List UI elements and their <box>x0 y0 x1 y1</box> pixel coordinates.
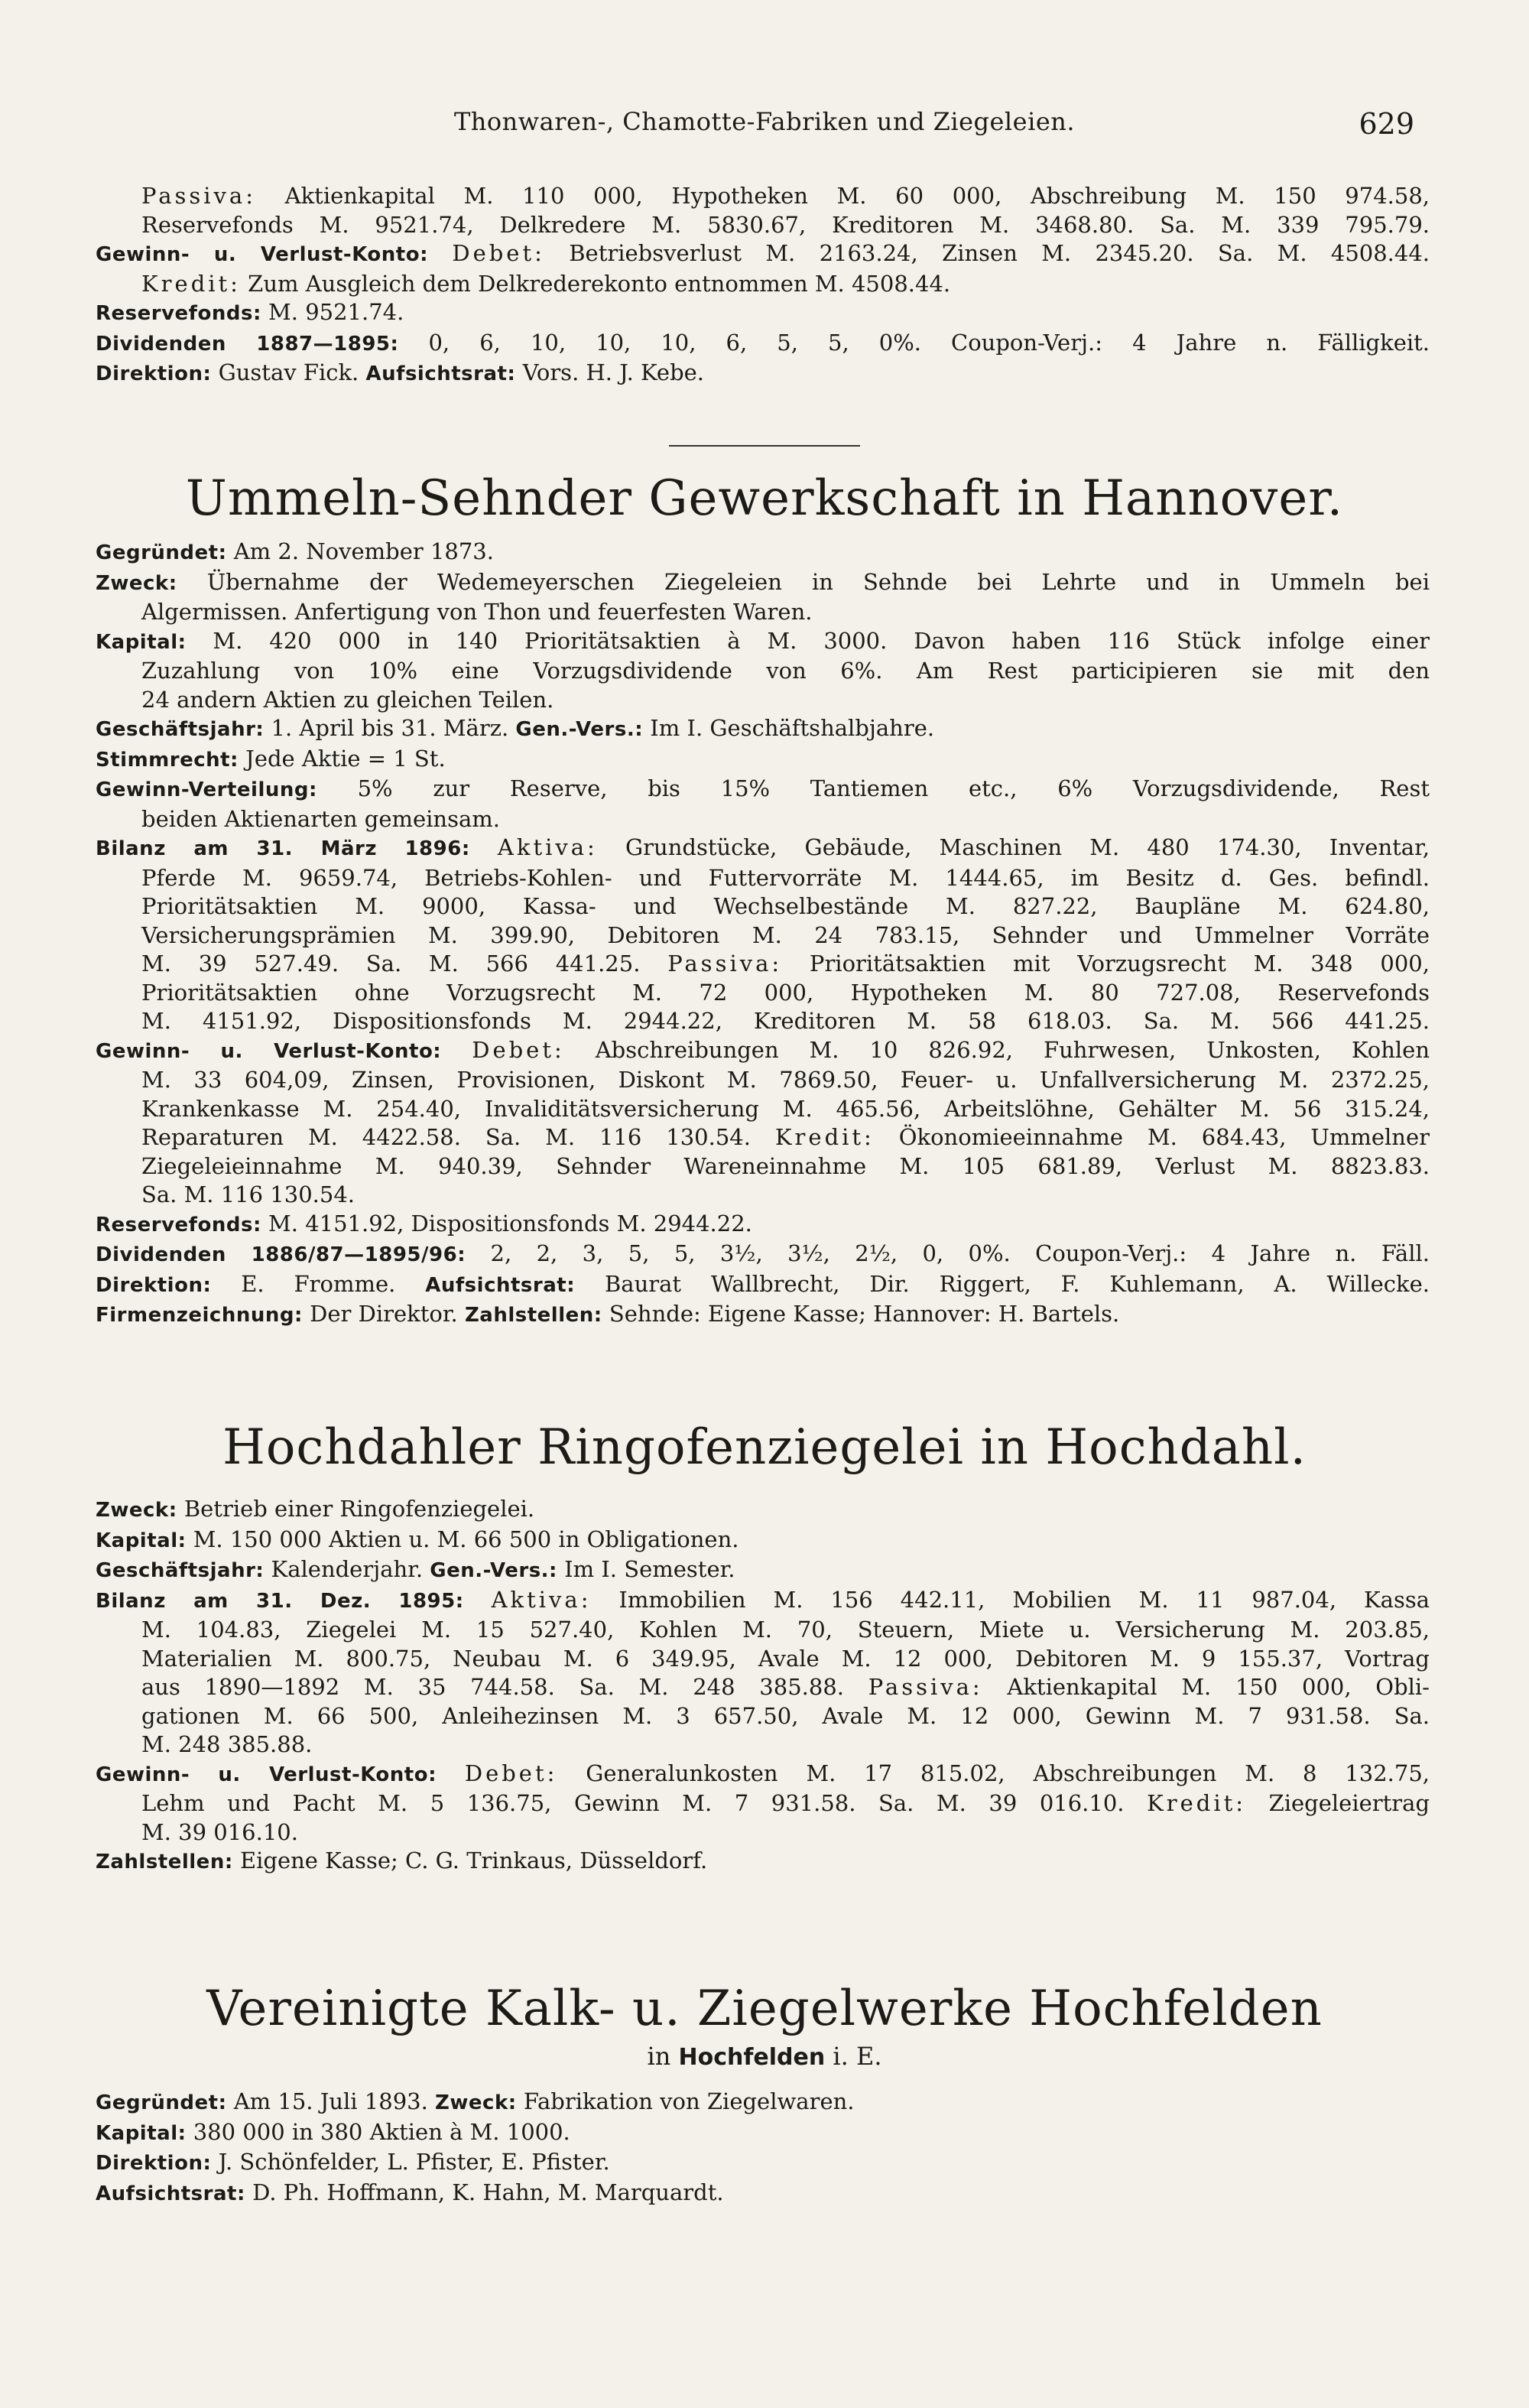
text-line: Aufsichtsrat: D. Ph. Hoffmann, K. Hahn, M. Marquardt. <box>96 2179 724 2205</box>
text-line: Direktion: Gustav Fick. Aufsichtsrat: Vors. H. J. Kebe. <box>96 359 705 385</box>
text-line: M. 248 385.88. <box>141 1731 313 1757</box>
page-number: 629 <box>1359 107 1414 141</box>
company-location: in Hochfelden i. E. <box>647 2042 882 2071</box>
text-line: Reservefonds M. 9521.74, Delkredere M. 5830.67, Kreditoren M. 3468.80. Sa. M. 339 795.79. <box>141 211 1430 238</box>
text-line: Materialien M. 800.75, Neubau M. 6 349.95, Avale M. 12 000, Debitoren M. 9 155.37, Vortrag <box>141 1645 1430 1672</box>
page-header <box>0 107 1529 153</box>
text-line: Kapital: M. 150 000 Aktien u. M. 66 500 in Obligationen. <box>96 1526 739 1552</box>
text-line: Reparaturen M. 4422.58. Sa. M. 116 130.54. Kredit: Ökonomieeinnahme M. 684.43, Ummelner <box>141 1124 1430 1150</box>
text-line: Kapital: 380 000 in 380 Aktien à M. 1000. <box>96 2118 570 2145</box>
text-line: Prioritätsaktien M. 9000, Kassa- und Wechselbestände M. 827.22, Baupläne M. 624.80, <box>141 893 1430 919</box>
text-line: Dividenden 1886/87—1895/96: 2, 2, 3, 5, 5, 3½, 3½, 2½, 0, 0%. Coupon-Verj.: 4 Jahre n. Fäll. <box>96 1240 1430 1266</box>
text-line: Versicherungsprämien M. 399.90, Debitoren M. 24 783.15, Sehnder und Ummelner Vorräte <box>141 921 1430 948</box>
text-line: Krankenkasse M. 254.40, Invaliditätsversicherung M. 465.56, Arbeitslöhne, Gehälter M. 56 315.24, <box>141 1095 1430 1122</box>
text-line: Reservefonds: M. 4151.92, Dispositionsfonds M. 2944.22. <box>96 1210 752 1236</box>
text-line: Ziegeleieinnahme M. 940.39, Sehnder Wareneinnahme M. 105 681.89, Verlust M. 8823.83. <box>141 1152 1430 1179</box>
text-line: Gewinn- u. Verlust-Konto: Debet: Generalunkosten M. 17 815.02, Abschreibungen M. 8 132.75, <box>96 1760 1430 1786</box>
company-title: Hochdahler Ringofenziegelei in Hochdahl. <box>222 1419 1307 1476</box>
text-line: Pferde M. 9659.74, Betriebs-Kohlen- und Futtervorräte M. 1444.65, im Besitz d. Ges. befindl. <box>141 864 1430 891</box>
text-line: Direktion: J. Schönfelder, L. Pfister, E. Pfister. <box>96 2149 610 2175</box>
text-line: Zahlstellen: Eigene Kasse; C. G. Trinkaus, Düsseldorf. <box>96 1847 708 1873</box>
text-line: M. 4151.92, Dispositionsfonds M. 2944.22, Kreditoren M. 58 618.03. Sa. M. 566 441.25. <box>141 1008 1430 1034</box>
text-line: beiden Aktienarten gemeinsam. <box>141 805 500 832</box>
text-line: gationen M. 66 500, Anleihezinsen M. 3 657.50, Avale M. 12 000, Gewinn M. 7 931.58. Sa. <box>141 1702 1430 1729</box>
text-line: Dividenden 1887—1895: 0, 6, 10, 10, 10, 6, 5, 5, 0%. Coupon-Verj.: 4 Jahre n. Fälligkeit. <box>96 329 1430 356</box>
text-line: Gewinn- u. Verlust-Konto: Debet: Betriebsverlust M. 2163.24, Zinsen M. 2345.20. Sa. M. 4508.44. <box>96 240 1430 266</box>
text-line: Bilanz am 31. März 1896: Aktiva: Grundstücke, Gebäude, Maschinen M. 480 174.30, Inventar, <box>96 834 1430 860</box>
company-entry <box>96 538 1430 1331</box>
text-line: Passiva: Aktienkapital M. 110 000, Hypotheken M. 60 000, Abschreibung M. 150 974.58, <box>141 183 1430 209</box>
entry-continued <box>96 182 1430 389</box>
company-title: Ummeln-Sehnder Gewerkschaft in Hannover. <box>185 470 1344 527</box>
text-line: Algermissen. Anfertigung von Thon und feuerfesten Waren. <box>141 599 813 625</box>
text-line: Gegründet: Am 2. November 1873. <box>96 538 494 564</box>
text-line: 24 andern Aktien zu gleichen Teilen. <box>141 686 554 713</box>
text-line: Bilanz am 31. Dez. 1895: Aktiva: Immobilien M. 156 442.11, Mobilien M. 11 987.04, Kassa <box>96 1586 1430 1613</box>
text-line: M. 104.83, Ziegelei M. 15 527.40, Kohlen M. 70, Steuern, Miete u. Versicherung M. 203.85, <box>141 1617 1430 1643</box>
text-line: Stimmrecht: Jede Aktie = 1 St. <box>96 745 446 772</box>
text-line: M. 39 016.10. <box>141 1818 298 1845</box>
company-entry <box>96 1495 1430 1877</box>
text-line: Zuzahlung von 10% eine Vorzugsdividende von 6%. Am Rest participieren sie mit den <box>141 658 1430 684</box>
text-line: Kredit: Zum Ausgleich dem Delkrederekonto entnommen M. 4508.44. <box>141 270 951 297</box>
text-line: M. 39 527.49. Sa. M. 566 441.25. Passiva: Prioritätsaktien mit Vorzugsrecht M. 348 000, <box>141 951 1430 977</box>
text-line: Firmenzeichnung: Der Direktor. Zahlstellen: Sehnde: Eigene Kasse; Hannover: H. Bartels. <box>96 1301 1120 1327</box>
company-entry <box>96 2088 1430 2208</box>
text-line: Geschäftsjahr: 1. April bis 31. März. Gen.-Vers.: Im I. Geschäftshalbjahre. <box>96 715 935 741</box>
text-line: Prioritätsaktien ohne Vorzugsrecht M. 72 000, Hypotheken M. 80 727.08, Reservefonds <box>141 979 1430 1006</box>
text-line: Zweck: Übernahme der Wedemeyerschen Ziegeleien in Sehnde bei Lehrte und in Ummeln bei <box>96 568 1430 595</box>
text-line: Sa. M. 116 130.54. <box>141 1181 355 1207</box>
text-line: Reservefonds: M. 9521.74. <box>96 299 404 325</box>
text-line: Kapital: M. 420 000 in 140 Prioritätsaktien à M. 3000. Davon haben 116 Stück infolge einer <box>96 627 1430 654</box>
text-line: aus 1890—1892 M. 35 744.58. Sa. M. 248 385.88. Passiva: Aktienkapital M. 150 000, Obli- <box>141 1674 1430 1700</box>
company-title: Vereinigte Kalk- u. Ziegelwerke Hochfelden <box>206 1981 1323 2037</box>
running-title: Thonwaren-, Chamotte-Fabriken und Ziegeleien. <box>453 107 1076 136</box>
text-line: Gegründet: Am 15. Juli 1893. Zweck: Fabrikation von Ziegelwaren. <box>96 2088 855 2114</box>
section-divider <box>669 445 860 447</box>
text-line: M. 33 604,09, Zinsen, Provisionen, Diskont M. 7869.50, Feuer- u. Unfallversicherung M. 2372.25, <box>141 1067 1430 1093</box>
text-line: Geschäftsjahr: Kalenderjahr. Gen.-Vers.: Im I. Semester. <box>96 1556 735 1582</box>
text-line: Gewinn-Verteilung: 5% zur Reserve, bis 15% Tantiemen etc., 6% Vorzugsdividende, Rest <box>96 775 1430 801</box>
text-line: Zweck: Betrieb einer Ringofenziegelei. <box>96 1496 535 1522</box>
text-line: Direktion: E. Fromme. Aufsichtsrat: Baurat Wallbrecht, Dir. Riggert, F. Kuhlemann, A. Willecke. <box>96 1270 1430 1297</box>
text-line: Gewinn- u. Verlust-Konto: Debet: Abschreibungen M. 10 826.92, Fuhrwesen, Unkosten, Kohlen <box>96 1036 1430 1063</box>
text-line: Lehm und Pacht M. 5 136.75, Gewinn M. 7 931.58. Sa. M. 39 016.10. Kredit: Ziegeleiertrag <box>141 1790 1430 1816</box>
